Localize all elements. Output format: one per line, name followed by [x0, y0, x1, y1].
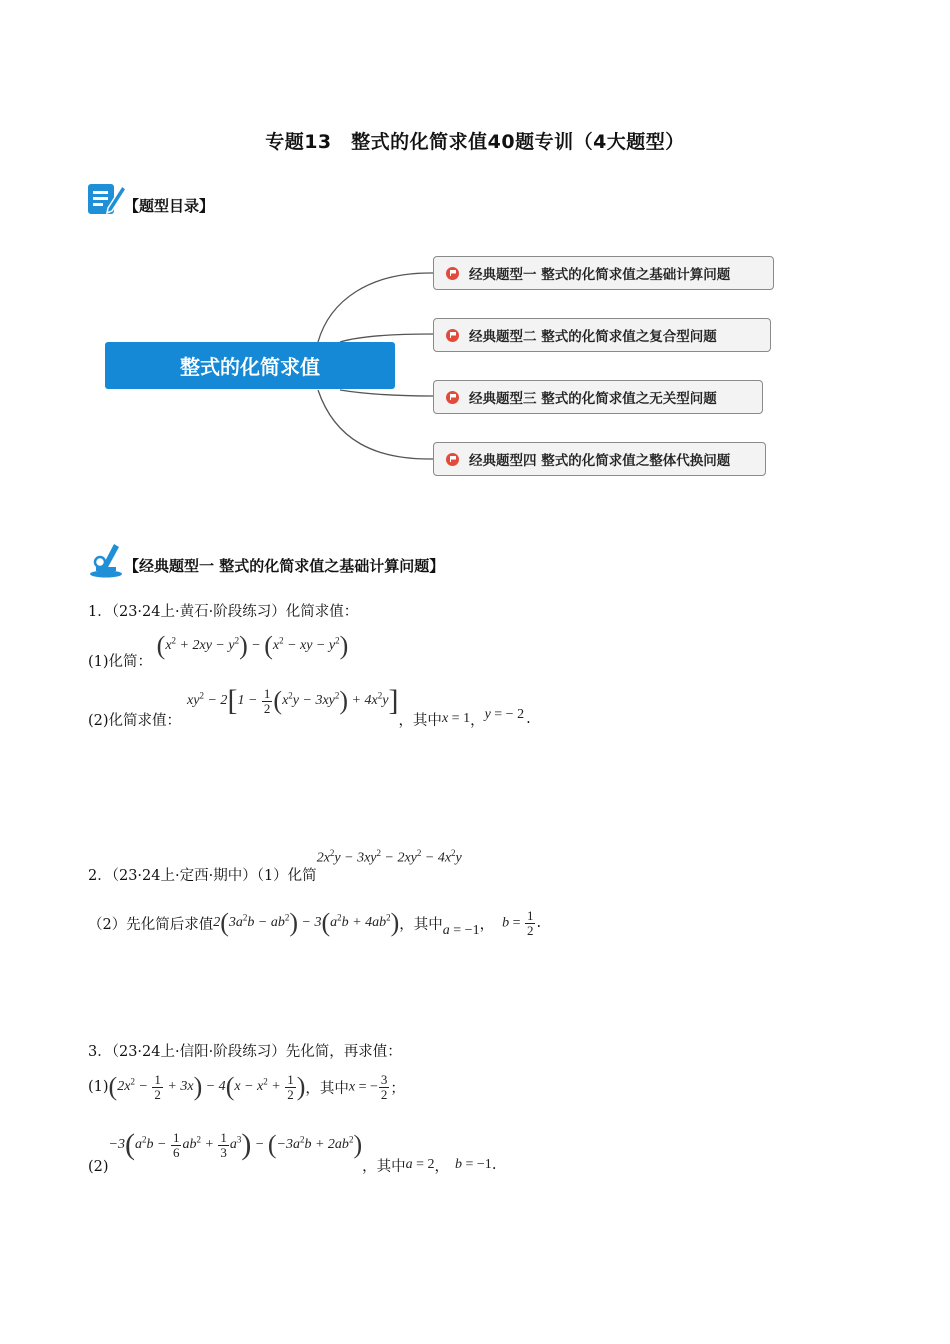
separator: ， [470, 712, 485, 729]
end-mark: ； [390, 1080, 405, 1097]
condition-x: x = − $\frac{3}{2}$ [348, 1071, 388, 1102]
branch-label: 经典题型三 整式的化简求值之无关型问题 [469, 391, 717, 407]
condition-b: b = −1 [455, 1157, 492, 1172]
part-label: (1) [88, 1079, 109, 1095]
question-2-part-1 [88, 846, 462, 884]
end-mark: . [536, 915, 542, 931]
part-label: (2) [88, 1159, 109, 1175]
formula: $xy^2 - 2[1$ − $\frac{1}{2}$ $(x^2y - 3xy^2) + 4x^2y$] [187, 684, 399, 717]
flag-icon [446, 267, 459, 280]
part-label: (2)化简求值： [88, 712, 182, 729]
condition-b: b = $\frac{1}{2}$ [502, 907, 534, 938]
condition-x: x = 1 [441, 711, 471, 726]
toc-label: 【题型目录】 [124, 197, 215, 215]
mindmap-branch-4 [433, 442, 766, 476]
flag-icon [446, 453, 459, 466]
mindmap-center: 整式的化简求值 [105, 342, 395, 389]
question-1-part-2 [88, 684, 531, 729]
question-1-part-1 [88, 631, 349, 671]
branch-label: 经典题型二 整式的化简求值之复合型问题 [469, 329, 717, 345]
formula: $2(3a^2b - ab^2) - 3(a^2b + 4ab^2)$ [213, 908, 400, 937]
question-3-part-1 [88, 1072, 405, 1102]
end-mark: . [526, 711, 531, 727]
question-2-stem: 2．（23·24上·定西·期中）（1）化简 [88, 868, 317, 884]
microscope-icon [86, 540, 126, 578]
condition-prefix: ，其中 [399, 916, 443, 933]
condition-prefix: ，其中 [362, 1158, 406, 1175]
question-3-part-2 [88, 1128, 497, 1175]
formula: $(x^2 + 2xy - y^2) - (x^2$ − xy − $y^2$) [156, 631, 349, 660]
branch-label: 经典题型一 整式的化简求值之基础计算问题 [469, 267, 731, 283]
condition-prefix: ，其中 [305, 1080, 349, 1097]
part-label: (1)化简： [88, 654, 153, 671]
question-3-stem: 3．（23·24上·信阳·阶段练习）先化简，再求值： [88, 1044, 402, 1060]
condition-prefix: ，其中 [398, 712, 442, 729]
formula: ($2x^2$ − $\frac{1}{2}$ + $3x) - 4(x - x^2$ + $\frac{1}{2}$ ) [108, 1071, 306, 1102]
section-1-label: 【经典题型一 整式的化简求值之基础计算问题】 [124, 557, 445, 575]
mindmap-branch-3 [433, 380, 763, 414]
question-1-stem: 1．（23·24上·黄石·阶段练习）化简求值： [88, 604, 359, 620]
mindmap-branch-2 [433, 318, 771, 352]
page-title: 专题13 整式的化简求值40题专训（4大题型） [265, 131, 685, 153]
flag-icon [446, 329, 459, 342]
condition-a: a = 2 [405, 1157, 435, 1172]
question-2-part-2 [88, 908, 541, 938]
end-mark: . [491, 1157, 497, 1173]
separator: ， [479, 916, 495, 933]
mindmap-branch-1 [433, 256, 774, 290]
separator: ， [434, 1158, 450, 1175]
condition-y: y = − 2 [484, 707, 525, 722]
branch-label: 经典题型四 整式的化简求值之整体代换问题 [469, 453, 731, 469]
formula: $2x^2y - 3xy^2 - 2xy^2 - 4x^2y$ [316, 848, 462, 866]
formula: $-3(a^2b$ − $\frac{1}{6}$ $ab^2$ + $\frac{1}{3}$ $a^3) - (-3a^2b + 2ab^2)$ [108, 1128, 363, 1161]
condition-a: a = −1 [442, 923, 480, 938]
flag-icon [446, 391, 459, 404]
part-label: （2）先化简后求值 [88, 916, 214, 933]
